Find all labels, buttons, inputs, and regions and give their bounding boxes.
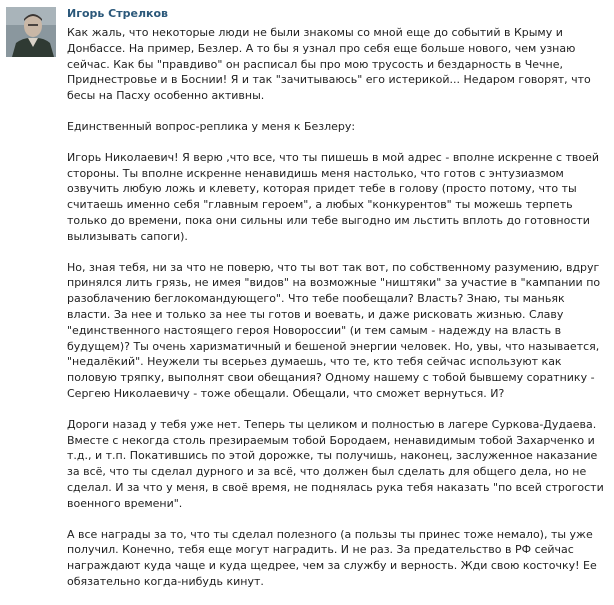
author-name-link[interactable]: Игорь Стрелков (67, 7, 168, 20)
post-paragraph-2: Единственный вопрос-реплика у меня к Безлеру: (67, 119, 356, 133)
post-paragraph-3: Игорь Николаевич! Я верю ,что все, что ты пишешь в мой адрес - вполне искренне с твоей стороны. Ты вполне искренне ненавидишь меня настолько, что готов с энтузиазмом озвучить любую ложь и клевету, которая придет тебе в голову (просто потому, что ты считаешь именно себя "главным героем", а любых "конкурентов" ты можешь терпеть только до времени, пока они сильны или тебе выгодно им льстить вплоть до готовности вылизывать сапоги). (67, 150, 600, 243)
user-photo-icon (6, 7, 56, 57)
post-paragraph-5: Дороги назад у тебя уже нет. Теперь ты целиком и полностью в лагере Суркова-Дудаева. Вместе с некогда столь презираемым тобой Бородаем, ненавидимым тобой Захарченко и т.д., и т.п. Покатившись по этой дорожке, ты получишь, наконец, заслуженное наказание за всё, что ты сделал дурного и за всё, что должен был сделать для общего дела, но не сделал. И за что у меня, в своё время, не поднялась рука тебя наказать "по всей строгости военного времени". (67, 417, 604, 510)
post-paragraph-4: Но, зная тебя, ни за что не поверю, что ты вот так вот, по собственному разумению, вдруг принялся лить грязь, не имея "видов" на возможные "ништяки" за участие в "кампании по разоблачению беглокомандующего". Что тебе пообещали? Власть? Знаю, ты маньяк власти. За нее и только за нее ты готов и воевать, и даже рисковать жизнью. Славу "единственного настоящего героя Новороссии" (и тем самым - надежду на власть в будущем)? Ты очень харизматичный и бешеной энергии человек. Но, увы, что называется, "недалёкий". Неужели ты всерьез думаешь, что те, кто тебя сейчас используют как половую тряпку, выполнят свои обещания? Одному нашему с тобой бывшему соратнику - Сергею Николаевичу - тоже обещали. Обещали, что сможет вернуться. И? (67, 260, 601, 400)
post-paragraph-1: Как жаль, что некоторые люди не были знакомы со мной еще до событий в Крыму и Донбассе. На пример, Безлер. А то бы я узнал про себя еще больше нового, чем узнаю сейчас. Как бы "правдиво" он расписал бы про мою трусость и бездарность в Чечне, Приднестровье и в Боснии! Я и так "зачитываюсь" его истерикой... Недаром говорят, что бесы на Пасху особенно активны. (67, 26, 591, 103)
author-avatar[interactable] (6, 7, 56, 57)
post-text (67, 25, 607, 605)
post-paragraph-6: А все награды за то, что ты сделал полезного (а пользы ты принес тоже немало), ты уже получил. Конечно, тебя еще могут наградить. И не раз. За предательство в РФ сейчас награждают куда чаще и куда щедрее, чем за службу и верность. Жди свою косточку! Ее обязательно когда-нибудь кинут. (67, 527, 597, 588)
